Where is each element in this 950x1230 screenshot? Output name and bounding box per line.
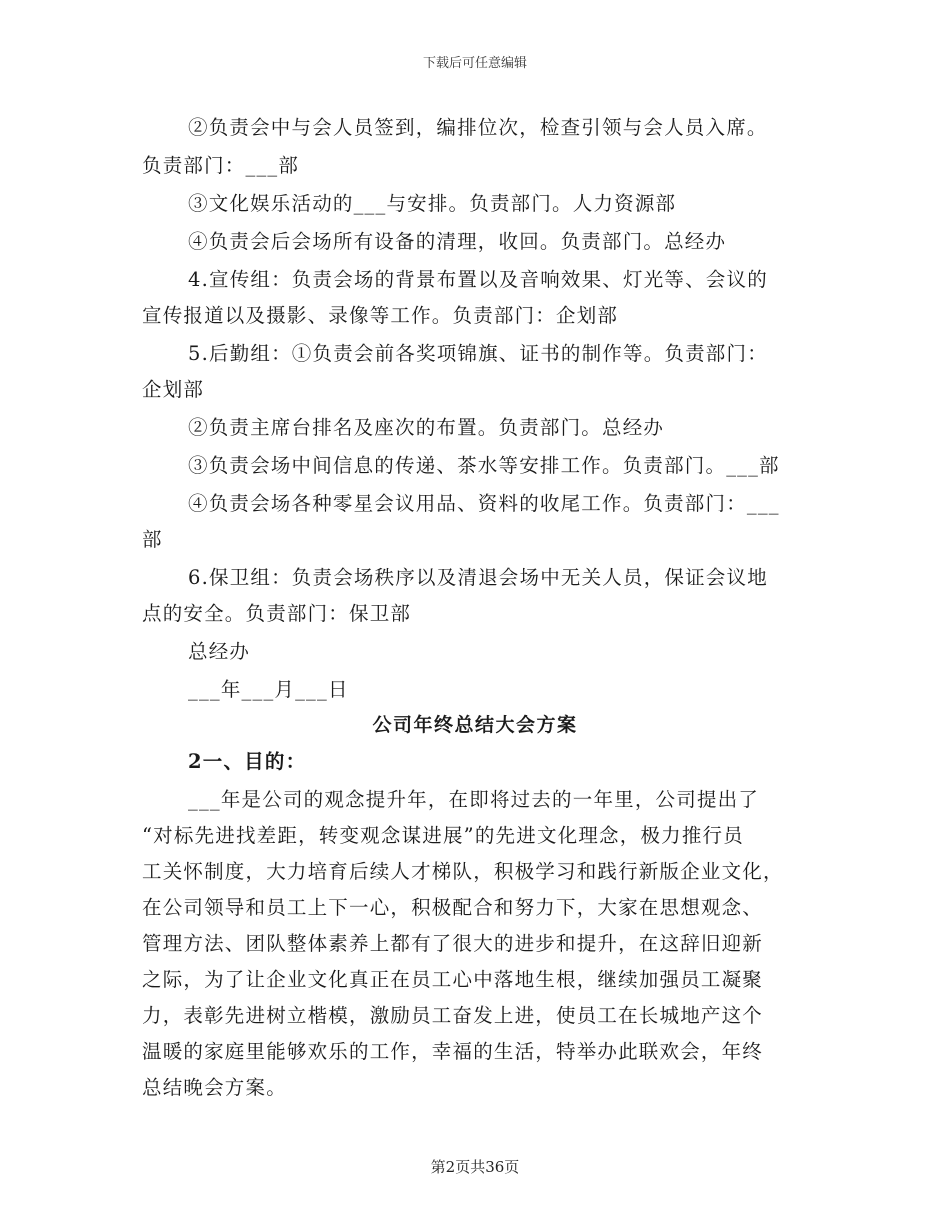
signature-date: ___年___月___日 [188, 678, 349, 701]
body-line: ③文化娱乐活动的___与安排。负责部门。人力资源部 [188, 192, 677, 215]
paragraph-line: 之际，为了让企业文化真正在员工心中落地生根，继续加强员工凝聚 [142, 968, 764, 991]
page-footer: 第2页共36页 [430, 1158, 520, 1176]
body-line: 企划部 [142, 378, 205, 401]
body-line: 负责部门：___部 [142, 154, 300, 177]
body-line: 点的安全。负责部门：保卫部 [142, 602, 412, 625]
body-line: 5.后勤组：①负责会前各奖项锦旗、证书的制作等。负责部门： [188, 342, 768, 365]
paragraph-line: ___年是公司的观念提升年，在即将过去的一年里，公司提出了 [188, 788, 760, 811]
body-line: ②负责会中与会人员签到，编排位次，检查引领与会人员入席。 [188, 116, 768, 139]
body-line: 4.宣传组：负责会场的背景布置以及音响效果、灯光等、会议的 [188, 268, 768, 291]
body-line: ②负责主席台排名及座次的布置。负责部门。总经办 [188, 416, 665, 439]
paragraph-line: 总结晚会方案。 [142, 1076, 287, 1099]
paragraph-line: “对标先进找差距，转变观念谋进展”的先进文化理念，极力推行员 [142, 824, 744, 847]
body-line: 部 [142, 528, 163, 551]
paragraph-line: 工关怀制度，大力培育后续人才梯队，积极学习和践行新版企业文化， [142, 860, 784, 883]
paragraph-line: 力，表彰先进树立楷模，激励员工奋发上进，使员工在长城地产这个 [142, 1004, 764, 1027]
body-line: ④负责会场各种零星会议用品、资料的收尾工作。负责部门：___ [188, 492, 780, 515]
document-title: 公司年终总结大会方案 [372, 714, 578, 736]
paragraph-line: 温暖的家庭里能够欢乐的工作，幸福的生活，特举办此联欢会，年终 [142, 1040, 764, 1063]
body-line: 宣传报道以及摄影、录像等工作。负责部门：企划部 [142, 304, 619, 327]
body-line: 6.保卫组：负责会场秩序以及清退会场中无关人员，保证会议地 [188, 566, 768, 589]
body-line: ④负责会后会场所有设备的清理，收回。负责部门。总经办 [188, 230, 727, 253]
body-line: ③负责会场中间信息的传递、茶水等安排工作。负责部门。___部 [188, 454, 780, 477]
signature-dept: 总经办 [188, 640, 251, 663]
paragraph-line: 管理方法、团队整体素养上都有了很大的进步和提升，在这辞旧迎新 [142, 932, 764, 955]
section-heading: 2一、目的： [188, 750, 307, 773]
paragraph-line: 在公司领导和员工上下一心，积极配合和努力下，大家在思想观念、 [142, 896, 764, 919]
page-header: 下载后可任意编辑 [422, 56, 527, 71]
